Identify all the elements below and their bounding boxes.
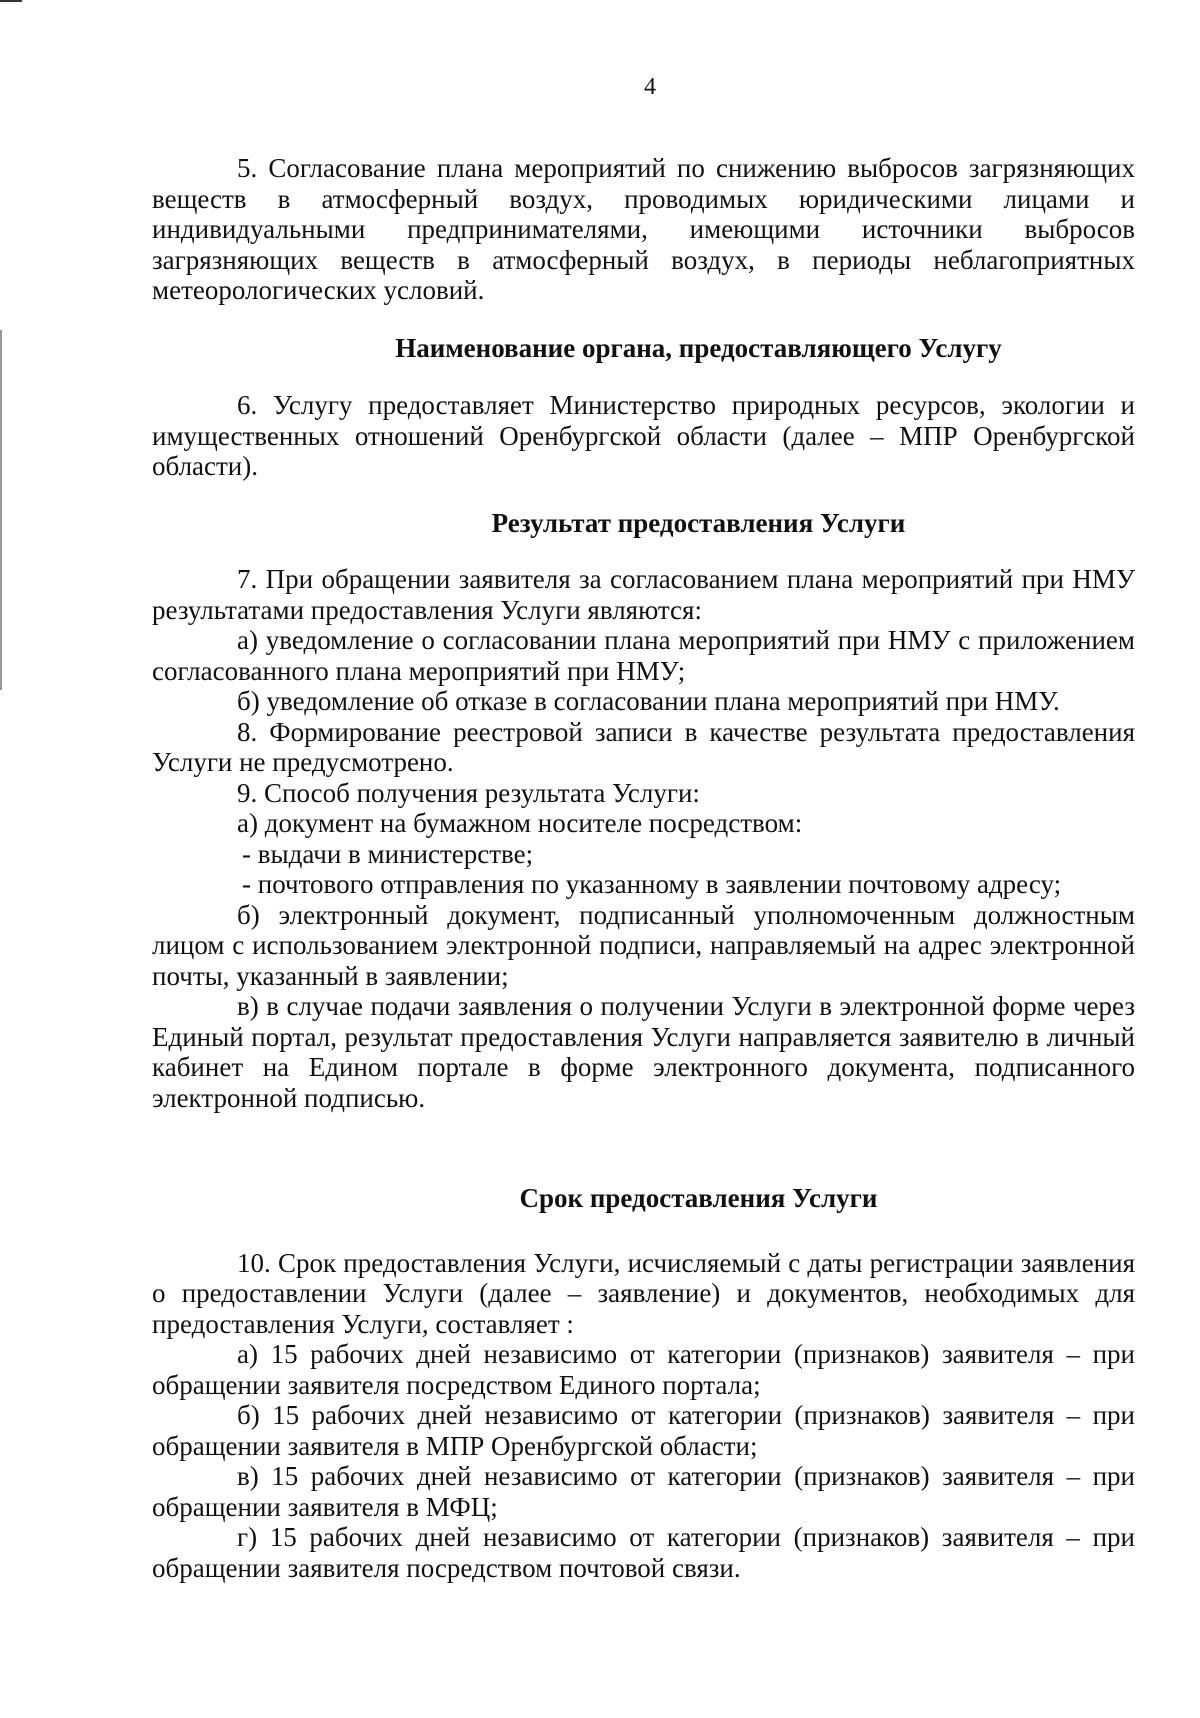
paragraph-10-item-g: г) 15 рабочих дней независимо от категории (признаков) заявителя – при обращении заявителя посредством почтовой связи. bbox=[152, 1522, 1135, 1583]
paragraph-9-item-a: а) документ на бумажном носителе посредством: bbox=[237, 808, 803, 838]
paragraph-7: 7. При обращении заявителя за согласованием плана мероприятий при НМУ результатами предоставления Услуги являются: bbox=[152, 564, 1135, 625]
paragraph-7-item-a: а) уведомление о согласовании плана мероприятий при НМУ с приложением согласованного плана мероприятий при НМУ; bbox=[152, 625, 1135, 686]
paragraph-10-item-b: б) 15 рабочих дней независимо от категории (признаков) заявителя – при обращении заявителя в МПР Оренбургской области; bbox=[152, 1400, 1135, 1461]
heading-service-term: Срок предоставления Услуги bbox=[519, 1183, 878, 1213]
paragraph-10: 10. Срок предоставления Услуги, исчисляемый с даты регистрации заявления о предоставлении Услуги (далее – заявление) и документов, необходимых для предоставления Услуги, составляет : bbox=[152, 1247, 1135, 1339]
paragraph-9: 9. Способ получения результата Услуги: bbox=[237, 777, 700, 808]
scan-artifact bbox=[0, 330, 2, 690]
paragraph-9-dash-1: - выдачи в министерстве; bbox=[242, 838, 534, 869]
scan-artifact bbox=[0, 0, 22, 2]
paragraph-5: 5. Согласование плана мероприятий по снижению выбросов загрязняющих веществ в атмосферный воздух, проводимых юридическими лицами и индивидуальными предпринимателями, имеющими источники выбросов загрязняющих веществ в атмосферный воздух, в периоды неблагоприятных метеорологических условий. bbox=[152, 153, 1135, 305]
paragraph-7-item-b: б) уведомление об отказе в согласовании плана мероприятий при НМУ. bbox=[237, 686, 1060, 716]
page-number: 4 bbox=[644, 74, 656, 100]
heading-service-result: Результат предоставления Услуги bbox=[491, 507, 906, 538]
document-body bbox=[152, 153, 1135, 1583]
heading-service-provider: Наименование органа, предоставляющего Услугу bbox=[395, 332, 1002, 363]
paragraph-10-item-a: а) 15 рабочих дней независимо от категории (признаков) заявителя – при обращении заявителя посредством Единого портала; bbox=[152, 1339, 1135, 1400]
paragraph-6: 6. Услугу предоставляет Министерство природных ресурсов, экологии и имущественных отношений Оренбургской области (далее – МПР Оренбургской области). bbox=[152, 390, 1135, 481]
paragraph-10-item-v: в) 15 рабочих дней независимо от категории (признаков) заявителя – при обращении заявителя в МФЦ; bbox=[152, 1461, 1135, 1522]
paragraph-9-item-b: б) электронный документ, подписанный уполномоченным должностным лицом с использованием электронной подписи, направляемый на адрес электронной почты, указанный в заявлении; bbox=[152, 899, 1135, 991]
paragraph-8: 8. Формирование реестровой записи в качестве результата предоставления Услуги не предусмотрено. bbox=[152, 716, 1135, 777]
paragraph-9-dash-2: - почтового отправления по указанному в заявлении почтовому адресу; bbox=[242, 869, 1062, 899]
paragraph-9-item-v: в) в случае подачи заявления о получении Услуги в электронной форме через Единый портал, результат предоставления Услуги направляется заявителю в личный кабинет на Едином портале в форме электронного документа, подписанного электронной подписью. bbox=[152, 991, 1135, 1113]
